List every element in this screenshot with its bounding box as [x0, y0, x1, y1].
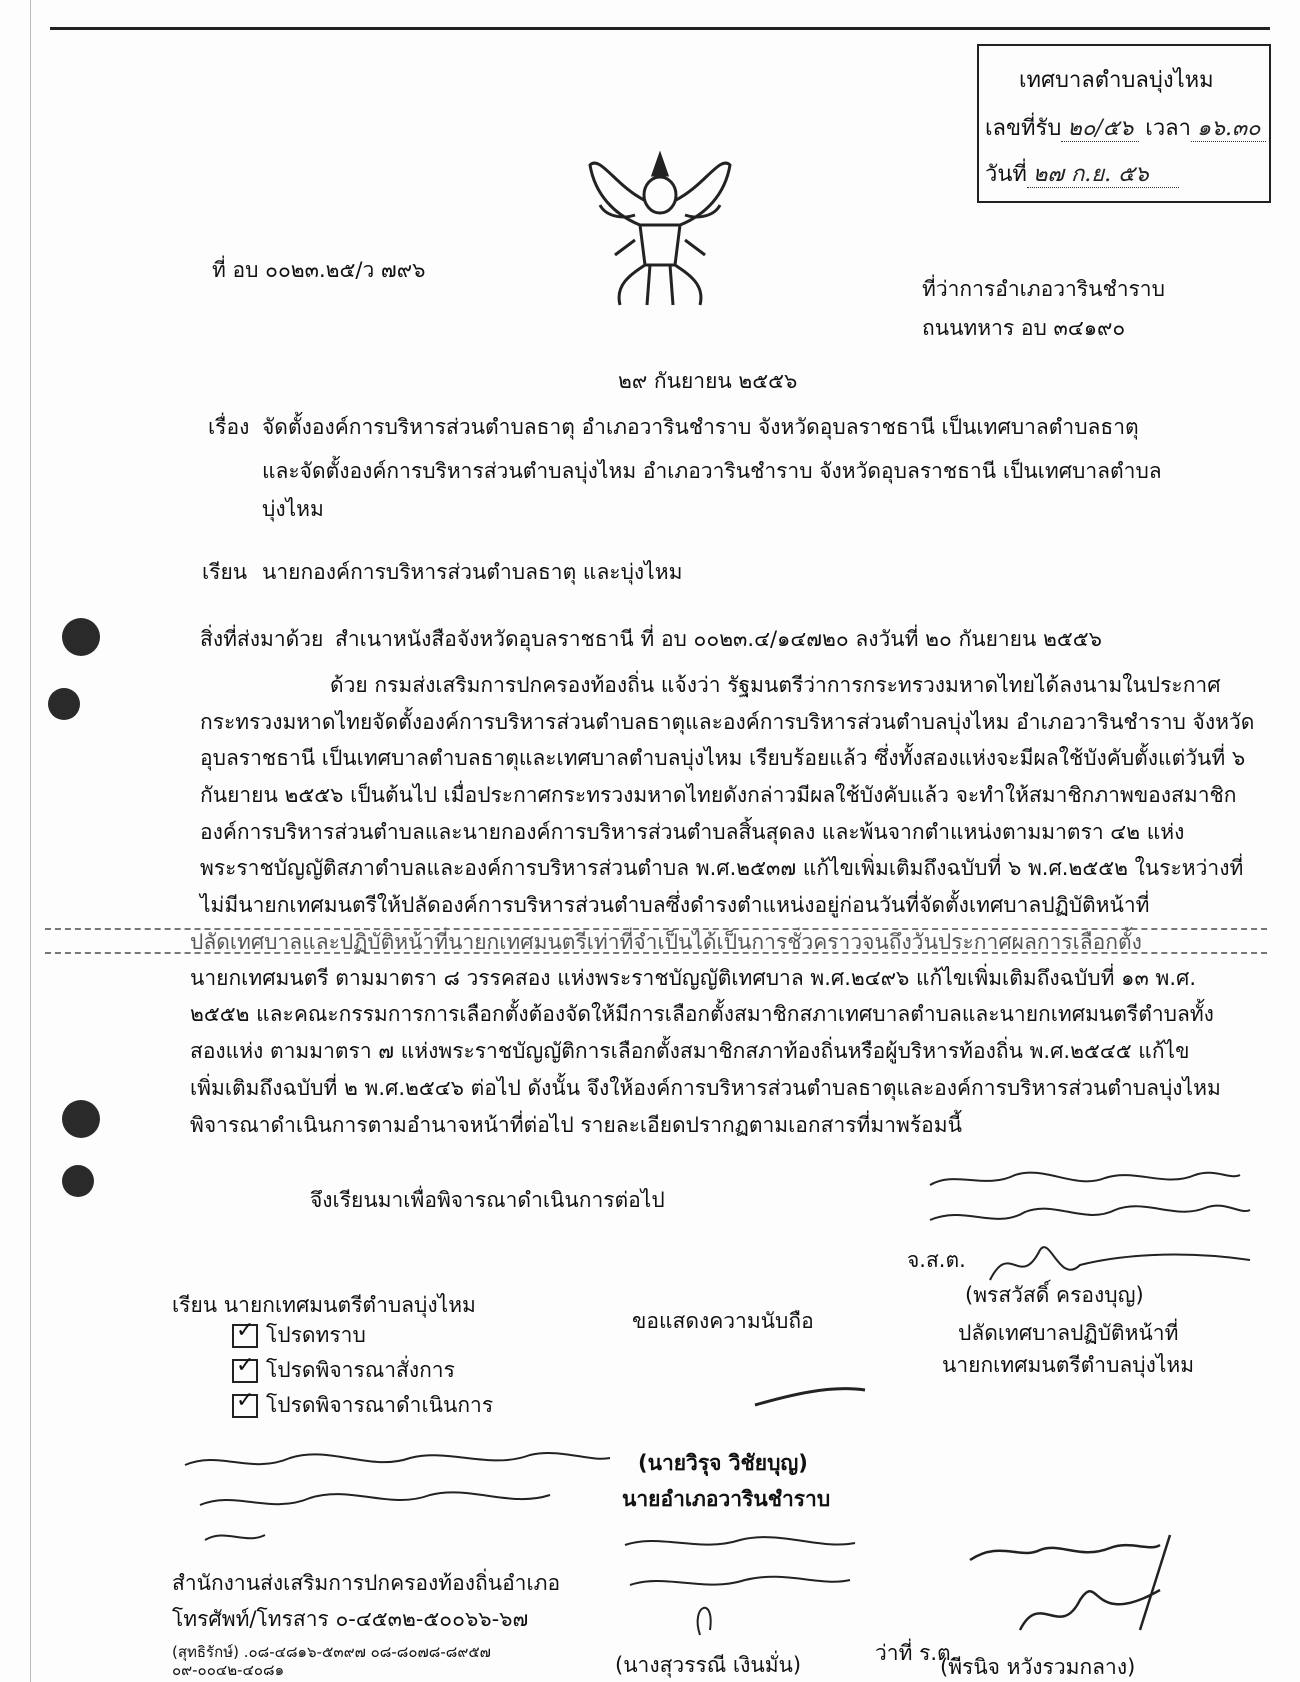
- minute-option-2: ✓ โปรดพิจารณาสั่งการ: [232, 1355, 455, 1385]
- checkbox-icon: ✓: [232, 1324, 258, 1348]
- stamp-date-row: [985, 156, 1179, 191]
- punch-hole: [62, 618, 100, 656]
- to-text: นายกองค์การบริหารส่วนตำบลธาตุ และบุ่งไหม: [262, 560, 683, 584]
- official-position-right-2: นายกเทศมนตรีตำบลบุ่งไหม: [942, 1353, 1195, 1377]
- document-date: ๒๙ กันยายน ๒๕๕๖: [618, 369, 798, 393]
- body-line: กันยายน ๒๕๕๖ เป็นต้นไป เมื่อประกาศกระทรวงมหาดไทยดังกล่าวมีผลใช้บังคับแล้ว จะทำให้สมาชิกภาพของสมาชิก: [200, 783, 1237, 807]
- punch-hole: [62, 1100, 100, 1138]
- signature-mark: [750, 1375, 870, 1415]
- stamp-time-label: เวลา: [1145, 116, 1192, 141]
- punch-hole: [48, 688, 80, 720]
- receipt-stamp: [977, 44, 1271, 203]
- signature-bottom-right: [960, 1530, 1200, 1640]
- official-position-right-1: ปลัดเทศบาลปฏิบัติหน้าที่: [958, 1321, 1179, 1345]
- subject-label: เรื่อง: [208, 415, 250, 439]
- stamp-office: เทศบาลตำบลบุ่งไหม: [1019, 68, 1214, 93]
- closing-text: จึงเรียนมาเพื่อพิจารณาดำเนินการต่อไป: [310, 1188, 665, 1212]
- handwritten-note-left: [180, 1440, 620, 1550]
- footer-unit: สำนักงานส่งเสริมการปกครองท้องถิ่นอำเภอ: [172, 1571, 561, 1595]
- stamp-date-label: วันที่: [985, 162, 1027, 187]
- body-line: ๒๕๕๒ และคณะกรรมการการเลือกตั้งต้องจัดให้มีการเลือกตั้งสมาชิกสภาเทศบาลตำบลและนายกเทศมนตรีตำบลทั้ง: [190, 1002, 1214, 1026]
- subject-line3: บุ่งไหม: [262, 497, 324, 521]
- signer-name: (นายวิรุจ วิชัยบุญ): [638, 1451, 808, 1475]
- signer-position: นายอำเภอวารินชำราบ: [622, 1487, 831, 1511]
- reference-number: ที่ อบ ๐๐๒๓.๒๕/ว ๗๙๖: [212, 258, 426, 282]
- office-address-line2: ถนนทหาร อบ ๓๔๑๙๐: [922, 316, 1126, 340]
- body-line: อุบลราชธานี เป็นเทศบาลตำบลธาตุและเทศบาลตำบลบุ่งไหม เรียบร้อยแล้ว ซึ่งทั้งสองแห่งจะมีผลใช้บังคับตั้งแต่วันที่ ๖: [200, 746, 1246, 770]
- handwritten-note-center: [620, 1525, 860, 1640]
- body-line: ไม่มีนายกเทศมนตรีให้ปลัดองค์การบริหารส่วนตำบลซึ่งดำรงตำแหน่งอยู่ก่อนวันที่จัดตั้งเทศบาลปฏิบัติหน้าที่: [200, 893, 1150, 917]
- footer-mobile-1: (สุทธิรักษ์) .๐๘-๔๘๑๖-๕๓๙๗ ๐๘-๘๐๗๘-๘๙๕๗: [172, 1643, 491, 1661]
- minute-to: เรียน นายกเทศมนตรีตำบลบุ่งไหม: [172, 1293, 476, 1317]
- regards-text: ขอแสดงความนับถือ: [632, 1309, 814, 1333]
- stamp-receipt-no: ๒๐/๕๖: [1061, 116, 1139, 142]
- cc-label: จ.ส.ต.: [907, 1248, 966, 1272]
- bottom-right-name: (พีรนิจ หวังรวมกลาง): [940, 1655, 1136, 1679]
- subject-line2: และจัดตั้งองค์การบริหารส่วนตำบลบุ่งไหม อำเภอวารินชำราบ จังหวัดอุบลราชธานี เป็นเทศบาลตำบล: [262, 459, 1162, 483]
- body-line: กระทรวงมหาดไทยจัดตั้งองค์การบริหารส่วนตำบลธาตุและองค์การบริหารส่วนตำบลบุ่งไหม อำเภอวารินชำราบ จังหวัด: [200, 710, 1255, 734]
- checkbox-icon: ✓: [232, 1359, 258, 1383]
- body-line: ปลัดเทศบาลและปฏิบัติหน้าที่นายกเทศมนตรีเท่าที่จำเป็นได้เป็นการชั่วคราวจนถึงวันประกาศผลการเลือกตั้ง: [190, 930, 1142, 954]
- punch-hole: [62, 1165, 94, 1197]
- body-line: สองแห่ง ตามมาตรา ๗ แห่งพระราชบัญญัติการเลือกตั้งสมาชิกสภาท้องถิ่นหรือผู้บริหารท้องถิ่น พ.ศ.๒๕๔๕ แก้ไข: [190, 1039, 1190, 1063]
- subject-line1: จัดตั้งองค์การบริหารส่วนตำบลธาตุ อำเภอวารินชำราบ จังหวัดอุบลราชธานี เป็นเทศบาลตำบลธาตุ: [262, 415, 1139, 439]
- to-label: เรียน: [202, 560, 248, 584]
- body-line: นายกเทศมนตรี ตามมาตรา ๘ วรรคสอง แห่งพระราชบัญญัติเทศบาล พ.ศ.๒๔๙๖ แก้ไขเพิ่มเติมถึงฉบับที่ ๑๓ พ.ศ.: [190, 966, 1197, 990]
- bottom-right-label: ว่าที่ ร.ต.: [875, 1641, 958, 1665]
- minute-option-1: ✓ โปรดทราบ: [232, 1320, 366, 1350]
- bottom-name: (นางสุวรรณี เงินมั่น): [615, 1653, 802, 1677]
- official-name-right: (พรสวัสดิ์ ครองบุญ): [965, 1283, 1144, 1307]
- stamp-receipt-label: เลขที่รับ: [985, 116, 1062, 141]
- body-line: พระราชบัญญัติสภาตำบลและองค์การบริหารส่วนตำบล พ.ศ.๒๕๓๗ แก้ไขเพิ่มเติมถึงฉบับที่ ๖ พ.ศ.๒๕๕๒ ในระหว่างที่: [200, 856, 1244, 880]
- body-line: เพิ่มเติมถึงฉบับที่ ๒ พ.ศ.๒๕๔๖ ต่อไป ดังนั้น จึงให้องค์การบริหารส่วนตำบลธาตุและองค์การบริหารส่วนตำบลบุ่งไหม: [190, 1076, 1221, 1100]
- body-line: พิจารณาดำเนินการตามอำนาจหน้าที่ต่อไป รายละเอียดปรากฏตามเอกสารที่มาพร้อมนี้: [190, 1113, 962, 1137]
- office-address-line1: ที่ว่าการอำเภอวารินชำราบ: [922, 277, 1165, 301]
- body-line: องค์การบริหารส่วนตำบลและนายกองค์การบริหารส่วนตำบลสิ้นสุดลง และพ้นจากตำแหน่งตามมาตรา ๔๒ แห่ง: [200, 820, 1185, 844]
- stamp-date-value: ๒๗ ก.ย. ๕๖: [1027, 162, 1179, 188]
- body-line: ด้วย กรมส่งเสริมการปกครองท้องถิ่น แจ้งว่า รัฐมนตรีว่าการกระทรวงมหาดไทยได้ลงนามในประกาศ: [330, 673, 1221, 697]
- top-rule: [50, 27, 1270, 30]
- stamp-time-value: ๑๖.๓๐: [1191, 116, 1266, 142]
- footer-phone: โทรศัพท์/โทรสาร ๐-๔๕๓๒-๕๐๐๖๖-๖๗: [172, 1607, 529, 1631]
- enclosure-label: สิ่งที่ส่งมาด้วย: [200, 627, 324, 651]
- stamp-receipt-row: [985, 110, 1266, 145]
- minute-option-3: ✓ โปรดพิจารณาดำเนินการ: [232, 1390, 493, 1420]
- page-edge-line: [30, 0, 31, 1682]
- garuda-emblem-icon: [575, 145, 745, 315]
- checkbox-icon: ✓: [232, 1394, 258, 1418]
- footer-mobile-2: ๐๙-๐๐๔๒-๔๐๘๑: [172, 1661, 285, 1679]
- enclosure-text: สำเนาหนังสือจังหวัดอุบลราชธานี ที่ อบ ๐๐๒๓.๔/๑๔๗๒๐ ลงวันที่ ๒๐ กันยายน ๒๕๕๖: [335, 627, 1102, 651]
